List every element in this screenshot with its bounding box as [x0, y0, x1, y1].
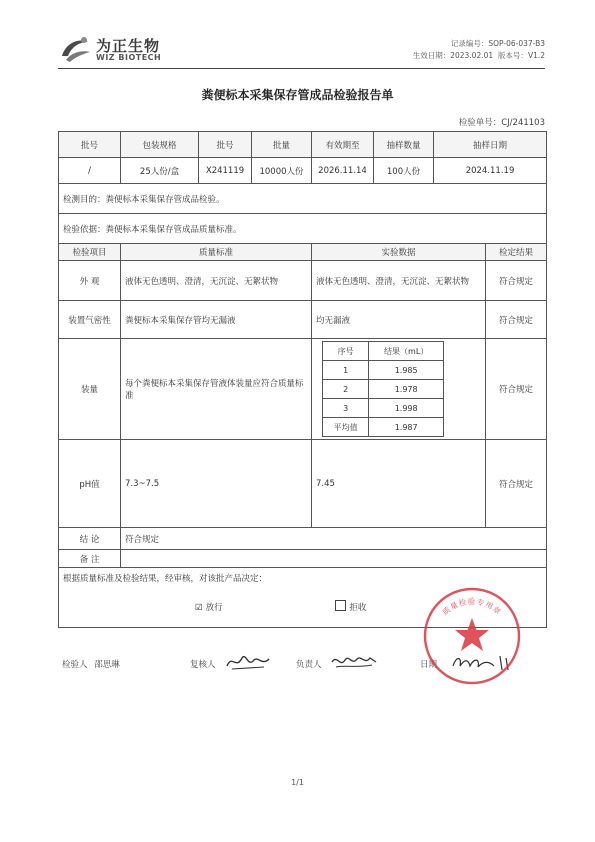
- volume-row: [323, 380, 444, 399]
- effective-date: 2023.02.01: [450, 51, 494, 60]
- col-header-data: 实验数据: [312, 244, 486, 261]
- svg-text:质量检验专用章: [440, 596, 504, 617]
- basis-label: 检验依据：: [63, 224, 106, 235]
- reject-option[interactable]: [335, 603, 366, 613]
- item-header-row: [59, 244, 547, 261]
- company-name-cn: 为正生物: [96, 37, 161, 55]
- volume-header-index: 序号: [323, 342, 369, 361]
- report-number-label: 检验单号：: [458, 118, 502, 128]
- header-divider: [58, 68, 545, 69]
- volume-row: [323, 361, 444, 380]
- item-result: 符合规定: [486, 301, 547, 339]
- page-number: 1/1: [291, 778, 304, 787]
- report-number-value: CJ/241103: [501, 118, 545, 128]
- col-header-expiry: 有效期至: [312, 132, 374, 158]
- item-name: 外 观: [59, 261, 121, 301]
- purpose-label: 检测目的：: [63, 194, 106, 205]
- version-label: 版本号：: [497, 51, 528, 60]
- remarks-text: [121, 550, 547, 568]
- item-row-appearance: [59, 261, 547, 301]
- col-header-lot: 批号: [199, 132, 252, 158]
- purpose-row: [59, 184, 547, 214]
- inspection-stamp: [418, 582, 526, 690]
- cell-sample-date: 2024.11.19: [434, 158, 547, 184]
- remarks-label: 备 注: [59, 550, 121, 568]
- effective-date-label: 生效日期：: [412, 51, 451, 60]
- col-header-standard: 质量标准: [121, 244, 312, 261]
- volume-value: 1.985: [369, 361, 444, 380]
- remarks-row: [59, 550, 547, 568]
- basis-cell: [59, 214, 547, 244]
- item-row-ph: [59, 440, 547, 528]
- item-data: 液体无色透明、澄清，无沉淀、无絮状物: [312, 261, 486, 301]
- inspector: [62, 658, 120, 670]
- volume-index: 3: [323, 399, 369, 418]
- item-name: pH值: [59, 440, 121, 528]
- release-checkbox: ☑: [195, 603, 203, 613]
- item-standard: 7.3~7.5: [121, 440, 312, 528]
- conclusion-label: 结 论: [59, 528, 121, 550]
- volume-index: 1: [323, 361, 369, 380]
- volume-row: [323, 399, 444, 418]
- item-data: 7.45: [312, 440, 486, 528]
- purpose-cell: [59, 184, 547, 214]
- cell-batch-index: /: [59, 158, 121, 184]
- item-result: 符合规定: [486, 440, 547, 528]
- item-result: 符合规定: [486, 339, 547, 440]
- reject-checkbox: [335, 600, 346, 611]
- release-label: 放行: [205, 603, 223, 613]
- version: V1.2: [527, 51, 545, 60]
- approver-signature: [330, 650, 378, 674]
- col-header-package: 包装规格: [121, 132, 199, 158]
- volume-value: 1.998: [369, 399, 444, 418]
- company-logo-mark: [58, 34, 92, 64]
- volume-value: 1.987: [369, 418, 444, 437]
- date-label: 日期: [420, 660, 438, 670]
- item-row-seal: [59, 301, 547, 339]
- report-number: [459, 116, 545, 128]
- company-logo: [58, 32, 198, 68]
- volume-header-result: 结果（mL）: [369, 342, 444, 361]
- cell-package: 25人份/盒: [121, 158, 199, 184]
- batch-row: [59, 158, 547, 184]
- purpose-text: 粪便标本采集保存管成品检验。: [105, 194, 225, 205]
- item-data-volume: [312, 339, 486, 440]
- cell-quantity: 10000人份: [252, 158, 312, 184]
- document-title: 粪便标本采集保存管成品检验报告单: [201, 88, 394, 102]
- item-row-volume: [59, 339, 547, 440]
- col-header-sample-date: 抽样日期: [434, 132, 547, 158]
- item-name: 装置气密性: [59, 301, 121, 339]
- volume-row: [323, 418, 444, 437]
- volume-index: 2: [323, 380, 369, 399]
- volume-subtable: [322, 341, 444, 437]
- item-standard: 粪便标本采集保存管均无漏液: [121, 301, 312, 339]
- item-data: 均无漏液: [312, 301, 486, 339]
- inspection-table: [58, 131, 547, 628]
- release-option[interactable]: [195, 603, 225, 613]
- col-header-quantity: 批量: [252, 132, 312, 158]
- col-header-result: 检定结果: [486, 244, 547, 261]
- cell-lot: X241119: [199, 158, 252, 184]
- inspector-label: 检验人: [62, 660, 88, 670]
- cell-expiry: 2026.11.14: [312, 158, 374, 184]
- reject-label: 拒收: [349, 603, 367, 613]
- stamp-text: 质量检验专用章: [440, 597, 504, 617]
- reviewer-label: 复核人: [190, 660, 216, 670]
- col-header-item: 检验项目: [59, 244, 121, 261]
- inspector-name: 邵思琳: [94, 660, 120, 670]
- item-result: 符合规定: [486, 261, 547, 301]
- item-name: 装量: [59, 339, 121, 440]
- reviewer-signature: [224, 650, 272, 674]
- batch-header-row: [59, 132, 547, 158]
- volume-value: 1.978: [369, 380, 444, 399]
- approver-label: 负责人: [296, 660, 322, 670]
- item-standard: 液体无色透明、澄清，无沉淀、无絮状物: [121, 261, 312, 301]
- basis-row: [59, 214, 547, 244]
- cell-sample-qty: 100人份: [374, 158, 434, 184]
- company-name-en: WIZ BIOTECH: [96, 53, 162, 62]
- item-standard: 每个粪便标本采集保存管液体装量应符合质量标准: [121, 339, 312, 440]
- record-code: SOP-06-037-B3: [488, 39, 545, 48]
- conclusion-row: [59, 528, 547, 550]
- col-header-batch-index: 批号: [59, 132, 121, 158]
- col-header-sample-qty: 抽样数量: [374, 132, 434, 158]
- volume-index: 平均值: [323, 418, 369, 437]
- record-meta: [413, 38, 545, 62]
- basis-text: 粪便标本采集保存管成品质量标准。: [105, 224, 242, 235]
- record-code-label: 记录编号：: [450, 39, 489, 48]
- decision-text: 根据质量标准及检验结果，经审核，对该批产品决定：: [63, 574, 268, 584]
- conclusion-text: 符合规定: [121, 528, 547, 550]
